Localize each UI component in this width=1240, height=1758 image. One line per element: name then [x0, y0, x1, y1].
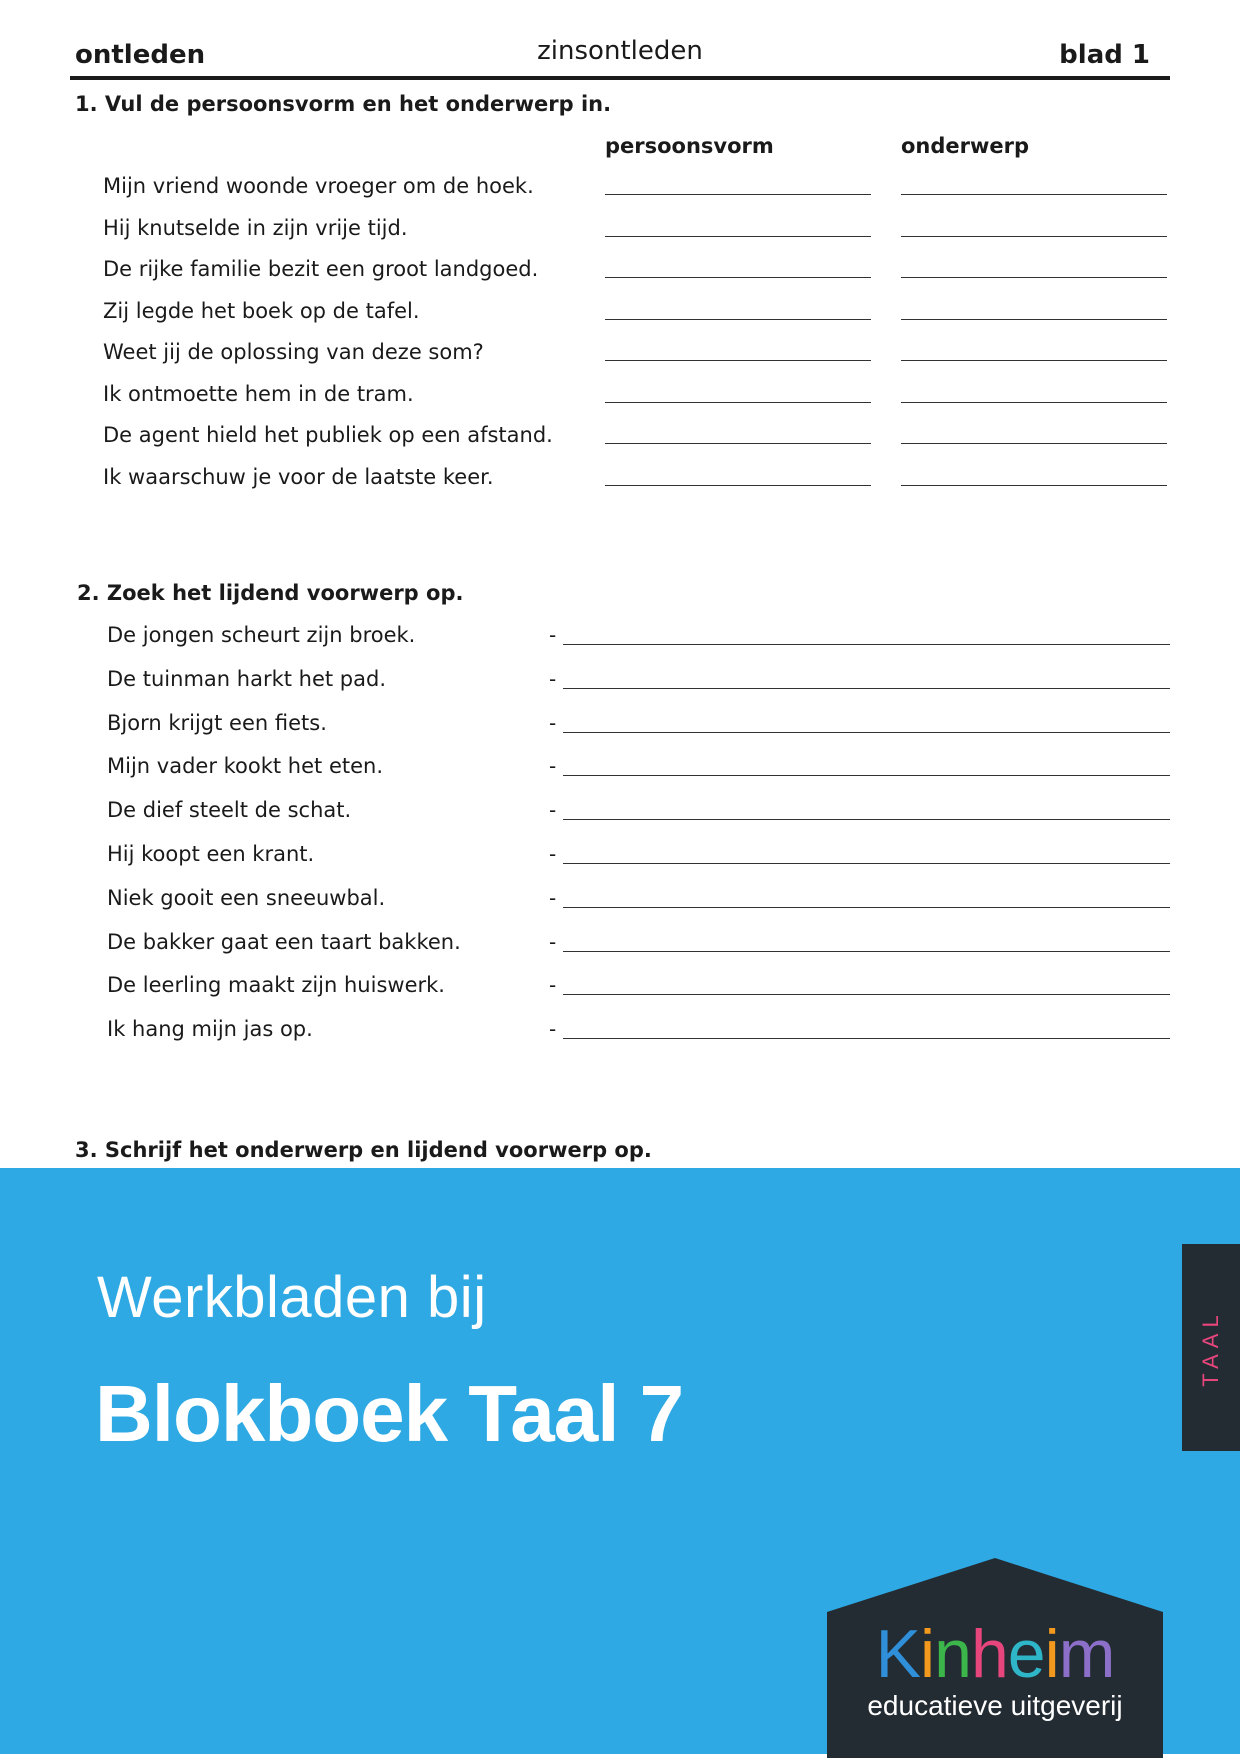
q1-sentence: Zij legde het boek op de tafel. — [103, 298, 420, 323]
subject-tab-label: TAAL — [1198, 1308, 1223, 1387]
q2-answer-line[interactable] — [563, 994, 1170, 995]
q2-sentence: Mijn vader kookt het eten. — [107, 754, 384, 779]
q1-answer-line-persoonsvorm[interactable] — [605, 443, 871, 444]
q1-sentence: Ik waarschuw je voor de laatste keer. — [103, 464, 494, 489]
q2-dash: - — [549, 973, 557, 998]
cover-banner — [0, 1168, 1240, 1754]
q2-sentence: De dief steelt de schat. — [107, 798, 352, 823]
q1-answer-line-onderwerp[interactable] — [901, 236, 1167, 237]
header-sheet-number: blad 1 — [1059, 40, 1150, 70]
logo-letter: i — [920, 1616, 935, 1692]
subject-tab — [1182, 1244, 1240, 1451]
page-header — [70, 30, 1170, 80]
q2-answer-line[interactable] — [563, 688, 1170, 689]
q1-sentence: Ik ontmoette hem in de tram. — [103, 381, 414, 406]
q1-answer-line-persoonsvorm[interactable] — [605, 360, 871, 361]
q1-answer-line-persoonsvorm[interactable] — [605, 485, 871, 486]
q2-answer-line[interactable] — [563, 732, 1170, 733]
q2-sentence: De leerling maakt zijn huiswerk. — [107, 973, 445, 998]
q2-sentence: Niek gooit een sneeuwbal. — [107, 885, 386, 910]
q2-sentence: Ik hang mijn jas op. — [107, 1017, 313, 1042]
logo-letter: n — [934, 1616, 971, 1692]
logo-letter: i — [1044, 1616, 1059, 1692]
q1-sentence: Hij knutselde in zijn vrije tijd. — [103, 215, 408, 240]
q2-dash: - — [549, 710, 557, 735]
q2-answer-line[interactable] — [563, 951, 1170, 952]
q1-answer-line-onderwerp[interactable] — [901, 485, 1167, 486]
q2-sentence: Hij koopt een krant. — [107, 842, 315, 866]
q2-answer-line[interactable] — [563, 775, 1170, 776]
q1-answer-line-onderwerp[interactable] — [901, 402, 1167, 403]
header-topic: zinsontleden — [537, 36, 703, 66]
q2-dash: - — [549, 798, 557, 823]
q2-answer-line[interactable] — [563, 863, 1170, 864]
q1-answer-line-persoonsvorm[interactable] — [605, 194, 871, 195]
q1-sentence: De agent hield het publiek op een afstand. — [103, 423, 553, 447]
q1-answer-line-persoonsvorm[interactable] — [605, 319, 871, 320]
q1-answer-line-onderwerp[interactable] — [901, 319, 1167, 320]
header-subject: ontleden — [75, 40, 206, 70]
q1-answer-line-persoonsvorm[interactable] — [605, 277, 871, 278]
q3-title: 3. Schrijf het onderwerp en lijdend voorwerp op. — [75, 1138, 652, 1162]
q1-column-persoonsvorm: persoonsvorm — [605, 134, 774, 158]
logo-letter: m — [1058, 1616, 1115, 1692]
q2-answer-line[interactable] — [563, 1038, 1170, 1039]
q1-answer-line-persoonsvorm[interactable] — [605, 402, 871, 403]
publisher-tagline: educatieve uitgeverij — [867, 1690, 1123, 1721]
q1-sentence: Mijn vriend woonde vroeger om de hoek. — [103, 174, 534, 198]
q1-sentence: Weet jij de oplossing van deze som? — [103, 340, 484, 364]
q2-sentence: De tuinman harkt het pad. — [107, 666, 386, 691]
q1-answer-line-persoonsvorm[interactable] — [605, 236, 871, 237]
q2-sentence: Bjorn krijgt een fiets. — [107, 710, 327, 735]
q1-answer-line-onderwerp[interactable] — [901, 194, 1167, 195]
q2-answer-line[interactable] — [563, 819, 1170, 820]
q2-dash: - — [549, 623, 557, 647]
q2-dash: - — [549, 842, 557, 866]
logo-letter: e — [1007, 1616, 1045, 1692]
q1-column-onderwerp: onderwerp — [901, 134, 1030, 158]
banner-subtitle: Werkbladen bij — [97, 1265, 487, 1330]
q1-answer-line-onderwerp[interactable] — [901, 360, 1167, 361]
q2-dash: - — [549, 666, 557, 691]
q2-sentence: De bakker gaat een taart bakken. — [107, 929, 461, 954]
q1-answer-line-onderwerp[interactable] — [901, 443, 1167, 444]
q2-dash: - — [549, 1017, 557, 1042]
q2-dash: - — [549, 929, 557, 954]
q2-title: 2. Zoek het lijdend voorwerp op. — [77, 581, 464, 605]
logo-letter: h — [970, 1616, 1008, 1692]
logo-letter: K — [875, 1616, 920, 1692]
banner-title: Blokboek Taal 7 — [95, 1369, 684, 1458]
q1-title: 1. Vul de persoonsvorm en het onderwerp in. — [75, 92, 612, 116]
publisher-name — [825, 1618, 1165, 1690]
q2-answer-line[interactable] — [563, 907, 1170, 908]
q2-sentence: De jongen scheurt zijn broek. — [107, 623, 416, 647]
q2-dash: - — [549, 885, 557, 910]
publisher-logo — [825, 1618, 1165, 1722]
q2-answer-line[interactable] — [563, 644, 1170, 645]
q1-answer-line-onderwerp[interactable] — [901, 277, 1167, 278]
q1-sentence: De rijke familie bezit een groot landgoed. — [103, 257, 539, 281]
q2-dash: - — [549, 754, 557, 779]
